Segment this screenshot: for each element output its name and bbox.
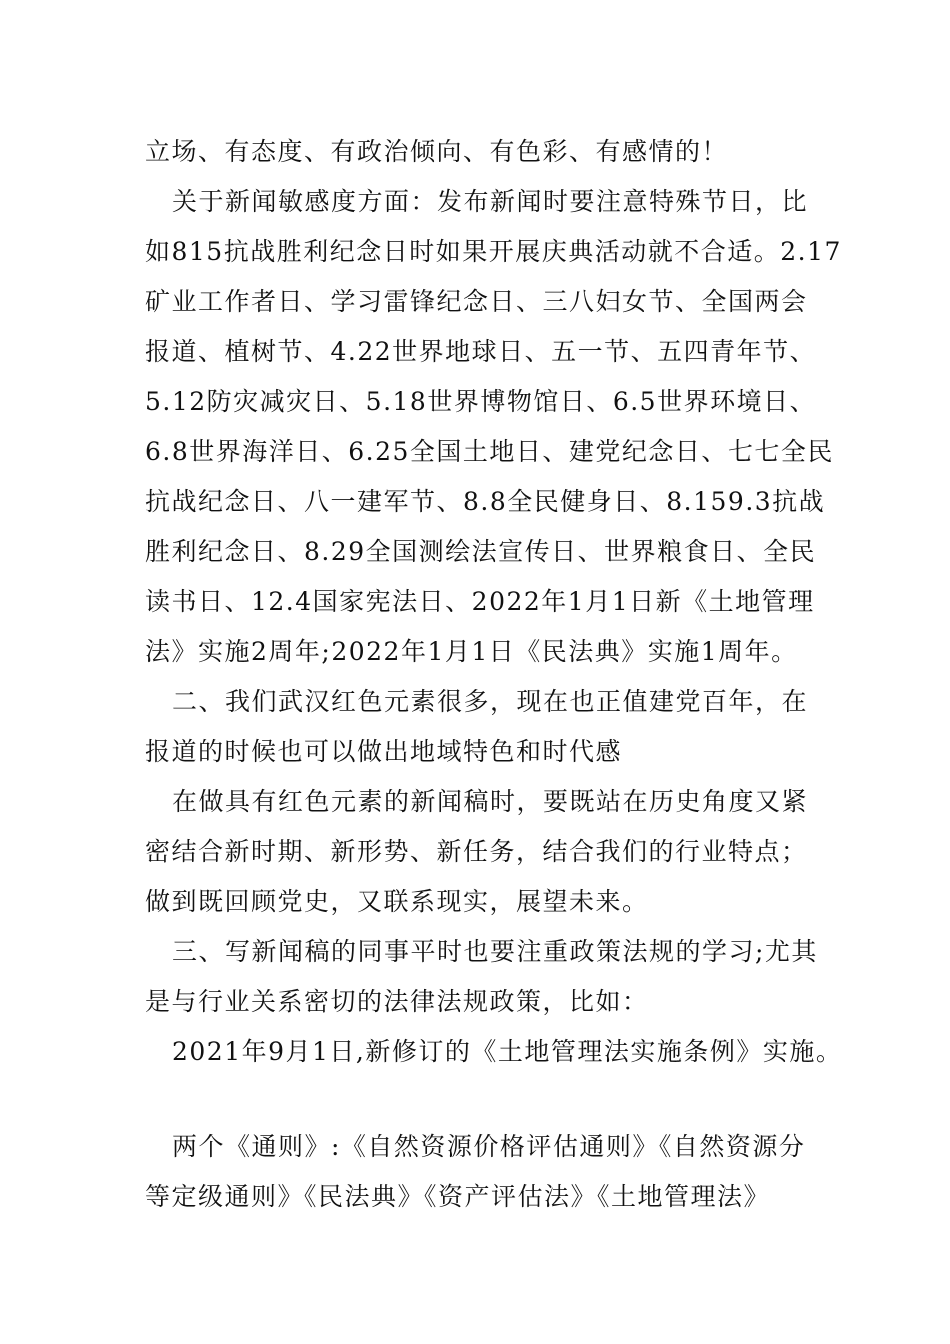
paragraph-first-line: 2021年9月1日,新修订的《土地管理法实施条例》实施。 [172,1037,843,1066]
paragraph-first-line: 两个《通则》:《自然资源价格评估通则》《自然资源分 [172,1132,806,1161]
text-line: 是与行业关系密切的法律法规政策，比如： [145,987,649,1016]
text-line: 报道、植树节、4.22世界地球日、五一节、五四青年节、 [145,337,817,366]
text-line: 密结合新时期、新形势、新任务，结合我们的行业特点； [145,837,808,866]
text-line: 读书日、12.4国家宪法日、2022年1月1日新《土地管理 [145,587,815,616]
text-line: 胜利纪念日、8.29全国测绘法宣传日、世界粮食日、全民 [145,537,817,566]
text-line: 做到既回顾党史，又联系现实，展望未来。 [145,887,649,916]
text-line: 矿业工作者日、学习雷锋纪念日、三八妇女节、全国两会 [145,287,808,316]
text-line: 立场、有态度、有政治倾向、有色彩、有感情的！ [145,137,729,166]
text-line: 等定级通则》《民法典》《资产评估法》《土地管理法》 [145,1182,771,1211]
text-line: 6.8世界海洋日、6.25全国土地日、建党纪念日、七七全民 [145,437,834,466]
text-line: 法》实施2周年;2022年1月1日《民法典》实施1周年。 [145,637,798,666]
paragraph-first-line: 在做具有红色元素的新闻稿时，要既站在历史角度又紧 [172,787,809,816]
paragraph-first-line: 二、我们武汉红色元素很多，现在也正值建党百年，在 [172,687,809,716]
text-line: 抗战纪念日、八一建军节、8.8全民健身日、8.159.3抗战 [145,487,826,516]
text-line: 报道的时候也可以做出地域特色和时代感 [145,737,623,766]
paragraph-first-line: 三、写新闻稿的同事平时也要注重政策法规的学习;尤其 [172,937,818,966]
text-line: 5.12防灾减灾日、5.18世界博物馆日、6.5世界环境日、 [145,387,817,416]
paragraph-first-line: 关于新闻敏感度方面：发布新闻时要注意特殊节日，比 [172,187,809,216]
text-line: 如815抗战胜利纪念日时如果开展庆典活动就不合适。2.17 [145,237,842,266]
